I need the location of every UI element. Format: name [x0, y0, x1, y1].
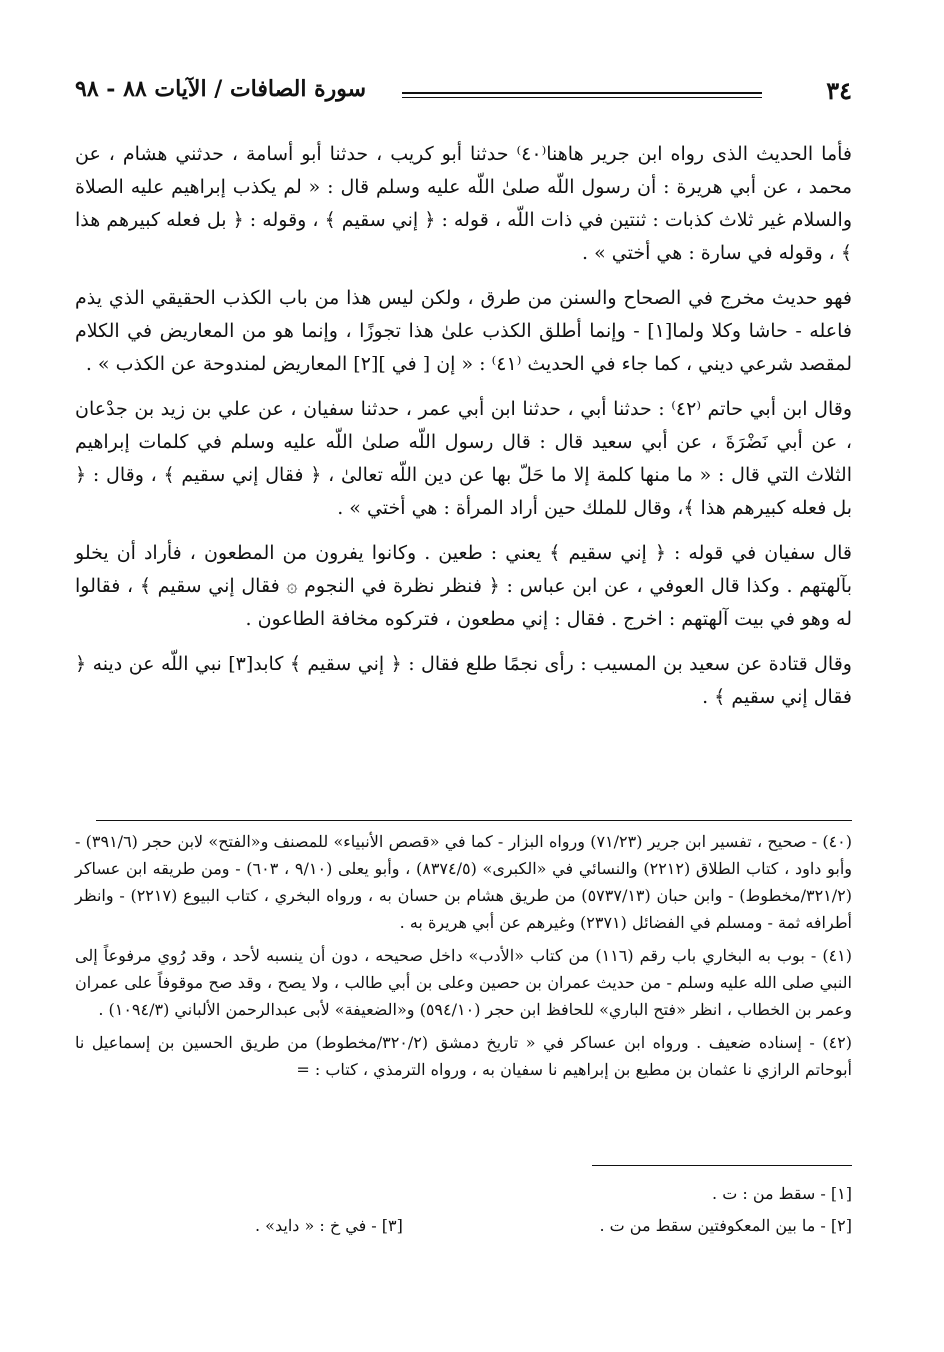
notes-rule	[592, 1165, 852, 1166]
paragraph-2: فهو حديث مخرج في الصحاح والسنن من طرق ، ولكن ليس هذا من باب الكذب الحقيقي الذي يذم فاعله - حاشا وكلا ولما[١] - وإنما أطلق الكذب علىٰ هذا تجوزًا ، وإنما هو من المعاريض في الكلام لمقصد شرعي ديني ، كما جاء في الحديث ⁽٤١⁾ : « إن [ في ][٢] المعاريض لمندوحة عن الكذب » .	[75, 287, 852, 375]
paragraph-1: فأما الحديث الذى رواه ابن جرير هاهنا⁽٤٠⁾ حدثنا أبو كريب ، حدثنا أبو أسامة ، حدثني هشام ، عن محمد ، عن أبي هريرة : أن رسول اللّه صلىٰ اللّه عليه وسلم قال : « لم يكذب إبراهيم عليه الصلاة والسلام غير ثلاث كذبات : ثنتين في ذات اللّه ، قوله : ﴿ إني سقيم ﴾ ، وقوله : ﴿ بل فعله كبيرهم هذا ﴾ ، وقوله في سارة : هي أختي » .	[75, 143, 852, 264]
note-row	[75, 1210, 852, 1242]
footnote-40: (٤٠) - صحيح ، تفسير ابن جرير (٧١/٢٣) ورواه البزار - كما في «قصص الأنبياء» للمصنف و«الفتح» لابن حجر (٣٩١/٦) - وأبو داود ، كتاب الطلاق (٢٢١٢) والنسائي في «الكبرى» (٨٣٧٤/٥) ، وأبو يعلى (٩/١٠ ، ٦٠٣) - ومن طريقه ابن عساكر (٣٢١/٢/مخطوط) - وابن حبان (٥٧٣٧/١٣) من طريق هشام بن حسان به ، ورواه البخري ، كتاب البيوع (٢٢١٧) - وانظر أطرافه ثمة - ومسلم في الفضائل (٢٣٧١) وغيرهم عن أبي هريرة به .	[75, 832, 853, 932]
header-rule	[402, 92, 762, 94]
footnotes	[75, 828, 852, 1089]
note-3: [٣] - في خ : « دايد» .	[255, 1216, 403, 1235]
footnote-41: (٤١) - بوب به البخاري باب رقم (١١٦) من كتاب «الأدب» داخل صحيحه ، دون أن ينسبه لأحد ، وقد رُوي مرفوعاً إلى النبي صلى الله عليه وسلم - من حديث عمران بن حصين وعلى بن أبي طالب ، ولا يصح ، وقد صح موقوفاً على عمران وعمر بن الخطاب ، انظر «فتح الباري» للحافظ ابن حجر (٥٩٤/١٠) و«الضعيفة» لأبى عبدالرحمن الألباني (١٠٩٤/٣) .	[75, 946, 852, 1019]
note-2: [٢] - ما بين المعكوفتين سقط من ت .	[599, 1216, 852, 1235]
main-text	[75, 138, 852, 726]
running-title: سورة الصافات / الآيات ٨٨ - ٩٨	[75, 76, 367, 102]
note-1: [١] - سقط من : ت .	[712, 1184, 852, 1203]
page-header	[75, 70, 852, 110]
editor-notes	[75, 1178, 852, 1242]
footnote-42: (٤٢) - إسناده ضعيف . ورواه ابن عساكر في « تاريخ دمشق (٣٢٠/٢/مخطوط) من طريق الحسين بن إسماعيل نا أبوحاتم الرازي نا عثمان بن مطيع بن إبراهيم نا سفيان به ، ورواه الترمذي ، كتاب : =	[75, 1033, 852, 1079]
footnote-rule	[96, 820, 852, 821]
paragraph-5: وقال قتادة عن سعيد بن المسيب : رأى نجمًا طلع فقال : ﴿ إني سقيم ﴾ كابد[٣] نبي اللّه عن دينه ﴿ فقال إني سقيم ﴾ .	[75, 653, 852, 708]
paragraph-4: قال سفيان في قوله : ﴿ إني سقيم ﴾ يعني : طعين . وكانوا يفرون من المطعون ، فأراد أن يخلو بآلهتهم . وكذا قال العوفي ، عن ابن عباس : ﴿ فنظر نظرة في النجوم ۞ فقال إني سقيم ﴾ ، فقالوا له وهو في بيت آلهتهم : اخرج . فقال : إني مطعون ، فتركوه مخافة الطاعون .	[75, 542, 852, 630]
page-number: ٣٤	[826, 76, 852, 105]
paragraph-3: وقال ابن أبي حاتم ⁽٤٢⁾ : حدثنا أبي ، حدثنا ابن أبي عمر ، حدثنا سفيان ، عن علي بن زيد بن جدْعان ، عن أبي نَضْرَةَ ، عن أبي سعيد قال : قال رسول اللّه صلىٰ اللّه عليه وسلم في كلمات إبراهيم الثلاث التي قال : « ما منها كلمة إلا ما حَلّ بها عن دين اللّه تعالىٰ ، ﴿ فقال إني سقيم ﴾ ، وقال : ﴿ بل فعله كبيرهم هذا ﴾، وقال للملك حين أراد المرأة : هي أختي » .	[75, 398, 852, 519]
